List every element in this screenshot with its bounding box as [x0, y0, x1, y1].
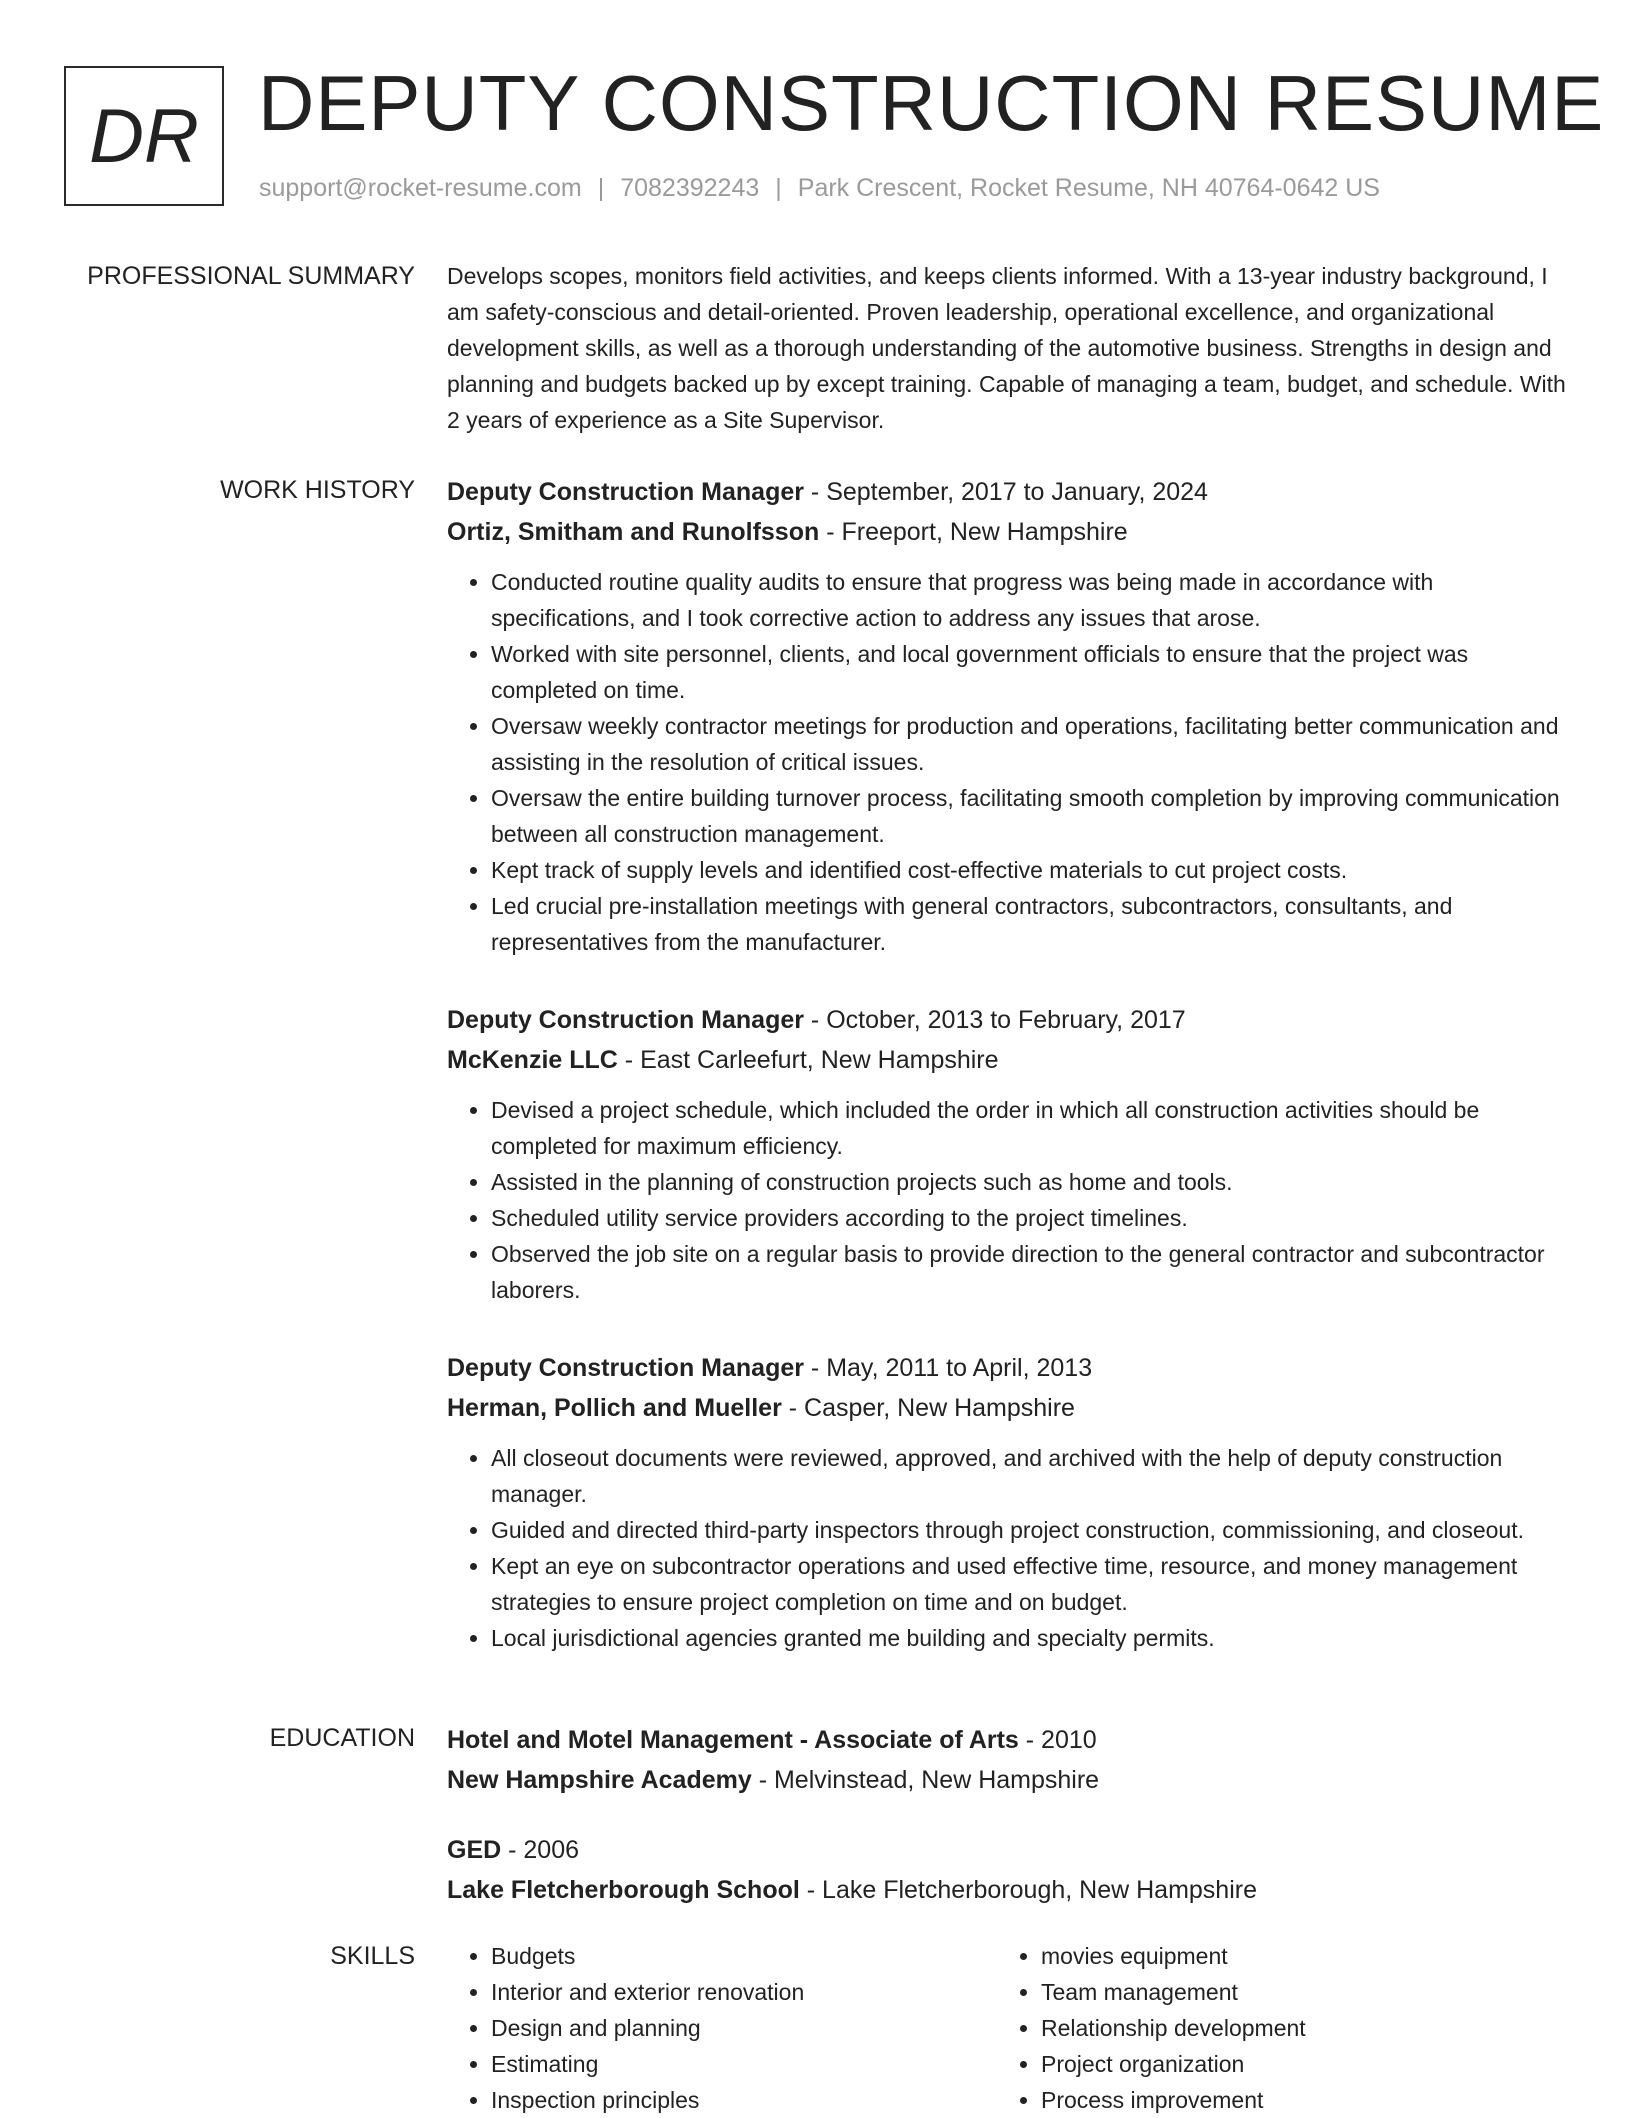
job-title-line	[447, 1348, 1569, 1388]
skill-item: • Interior and exterior renovation	[491, 1974, 997, 2010]
job-company: Ortiz, Smitham and Runolfsson	[447, 518, 820, 546]
skill-item: • Relationship development	[1041, 2010, 1547, 2046]
job-bullets	[447, 564, 1569, 960]
job-bullet: • Kept an eye on subcontractor operations and used effective time, resource, and money management strategies to ensure project completion on time and on budget.	[491, 1548, 1569, 1620]
contact-separator: |	[775, 174, 782, 202]
education-location: - Lake Fletcherborough, New Hampshire	[799, 1876, 1257, 1904]
monogram-logo: DR	[64, 66, 224, 206]
education-entry	[447, 1720, 1569, 1800]
skills-list-right	[997, 1938, 1547, 2118]
education-school-line	[447, 1870, 1569, 1910]
skills-list-left	[447, 1938, 997, 2118]
skill-item: • Budgets	[491, 1938, 997, 1974]
work-history-list	[447, 472, 1569, 1696]
job-bullet: • All closeout documents were reviewed, approved, and archived with the help of deputy construction manager.	[491, 1440, 1569, 1512]
page-title: DEPUTY CONSTRUCTION RESUME	[258, 59, 1605, 147]
summary-text: Develops scopes, monitors field activities, and keeps clients informed. With a 13-year industry background, I am safety-conscious and detail-oriented. Proven leadership, operational excellence, and organizational development skills, as well as a thorough understanding of the automotive business. Strengths in design and planning and budgets backed up by except training. Capable of managing a team, budget, and schedule. With 2 years of experience as a Site Supervisor.	[447, 263, 1566, 433]
job-entry	[447, 1000, 1569, 1308]
skill-item: • Team management	[1041, 1974, 1547, 2010]
education-degree: Hotel and Motel Management - Associate of Arts	[447, 1726, 1019, 1754]
skill-item: • Design and planning	[491, 2010, 997, 2046]
section-label-skills: SKILLS	[330, 1942, 415, 1970]
job-bullet: • Devised a project schedule, which included the order in which all construction activities should be completed for maximum efficiency.	[491, 1092, 1569, 1164]
education-school-line	[447, 1760, 1569, 1800]
job-title-line	[447, 1000, 1569, 1040]
education-school: New Hampshire Academy	[447, 1766, 752, 1794]
job-bullet: • Oversaw weekly contractor meetings for production and operations, facilitating better communication and assisting in the resolution of critical issues.	[491, 708, 1569, 780]
job-title-line	[447, 472, 1569, 512]
job-bullet: • Led crucial pre-installation meetings with general contractors, subcontractors, consultants, and representatives from the manufacturer.	[491, 888, 1569, 960]
job-company: McKenzie LLC	[447, 1046, 618, 1074]
job-entry	[447, 472, 1569, 960]
section-label-education: EDUCATION	[269, 1724, 415, 1752]
job-dates: - October, 2013 to February, 2017	[803, 1006, 1186, 1034]
job-bullets	[447, 1440, 1569, 1656]
education-degree-line	[447, 1830, 1569, 1870]
job-bullets	[447, 1092, 1569, 1308]
education-school: Lake Fletcherborough School	[447, 1876, 800, 1904]
job-company-line	[447, 1040, 1569, 1080]
skills-grid	[447, 1938, 1569, 2118]
education-location: - Melvinstead, New Hampshire	[751, 1766, 1100, 1794]
education-year: - 2010	[1018, 1726, 1097, 1754]
job-location: - Freeport, New Hampshire	[819, 518, 1128, 546]
job-company: Herman, Pollich and Mueller	[447, 1394, 782, 1422]
contact-line	[259, 174, 1380, 203]
job-bullet: • Oversaw the entire building turnover process, facilitating smooth completion by improving communication between all construction management.	[491, 780, 1569, 852]
education-list	[447, 1720, 1569, 1940]
education-year: - 2006	[501, 1836, 580, 1864]
job-bullet: • Assisted in the planning of construction projects such as home and tools.	[491, 1164, 1569, 1200]
job-location: - Casper, New Hampshire	[781, 1394, 1075, 1422]
job-bullet: • Conducted routine quality audits to ensure that progress was being made in accordance with specifications, and I took corrective action to address any issues that arose.	[491, 564, 1569, 636]
job-bullet: • Kept track of supply levels and identified cost-effective materials to cut project costs.	[491, 852, 1569, 888]
job-bullet: • Worked with site personnel, clients, and local government officials to ensure that the project was completed on time.	[491, 636, 1569, 708]
job-title: Deputy Construction Manager	[447, 478, 804, 506]
education-entry	[447, 1830, 1569, 1910]
education-degree-line	[447, 1720, 1569, 1760]
job-title: Deputy Construction Manager	[447, 1006, 804, 1034]
contact-separator: |	[597, 174, 605, 202]
job-title: Deputy Construction Manager	[447, 1354, 804, 1382]
contact-address: Park Crescent, Rocket Resume, NH 40764-0642 US	[797, 174, 1380, 202]
job-location: - East Carleefurt, New Hampshire	[617, 1046, 999, 1074]
job-dates: - May, 2011 to April, 2013	[803, 1354, 1093, 1382]
job-bullet: • Observed the job site on a regular basis to provide direction to the general contractor and subcontractor laborers.	[491, 1236, 1569, 1308]
job-bullet: • Local jurisdictional agencies granted me building and specialty permits.	[491, 1620, 1569, 1656]
education-degree: GED	[447, 1836, 502, 1864]
section-label-work-history: WORK HISTORY	[220, 476, 415, 504]
skill-item: • Inspection principles	[491, 2082, 997, 2118]
section-label-summary: PROFESSIONAL SUMMARY	[87, 262, 415, 290]
skill-item: • Process improvement	[1041, 2082, 1547, 2118]
skill-item: • movies equipment	[1041, 1938, 1547, 1974]
contact-email: support@rocket-resume.com	[259, 174, 582, 202]
skill-item: • Project organization	[1041, 2046, 1547, 2082]
job-bullet: • Scheduled utility service providers according to the project timelines.	[491, 1200, 1569, 1236]
skill-item: • Estimating	[491, 2046, 997, 2082]
job-company-line	[447, 1388, 1569, 1428]
job-dates: - September, 2017 to January, 2024	[803, 478, 1208, 506]
contact-phone: 7082392243	[620, 174, 760, 202]
job-bullet: • Guided and directed third-party inspectors through project construction, commissioning, and closeout.	[491, 1512, 1569, 1548]
job-company-line	[447, 512, 1569, 552]
job-entry	[447, 1348, 1569, 1656]
